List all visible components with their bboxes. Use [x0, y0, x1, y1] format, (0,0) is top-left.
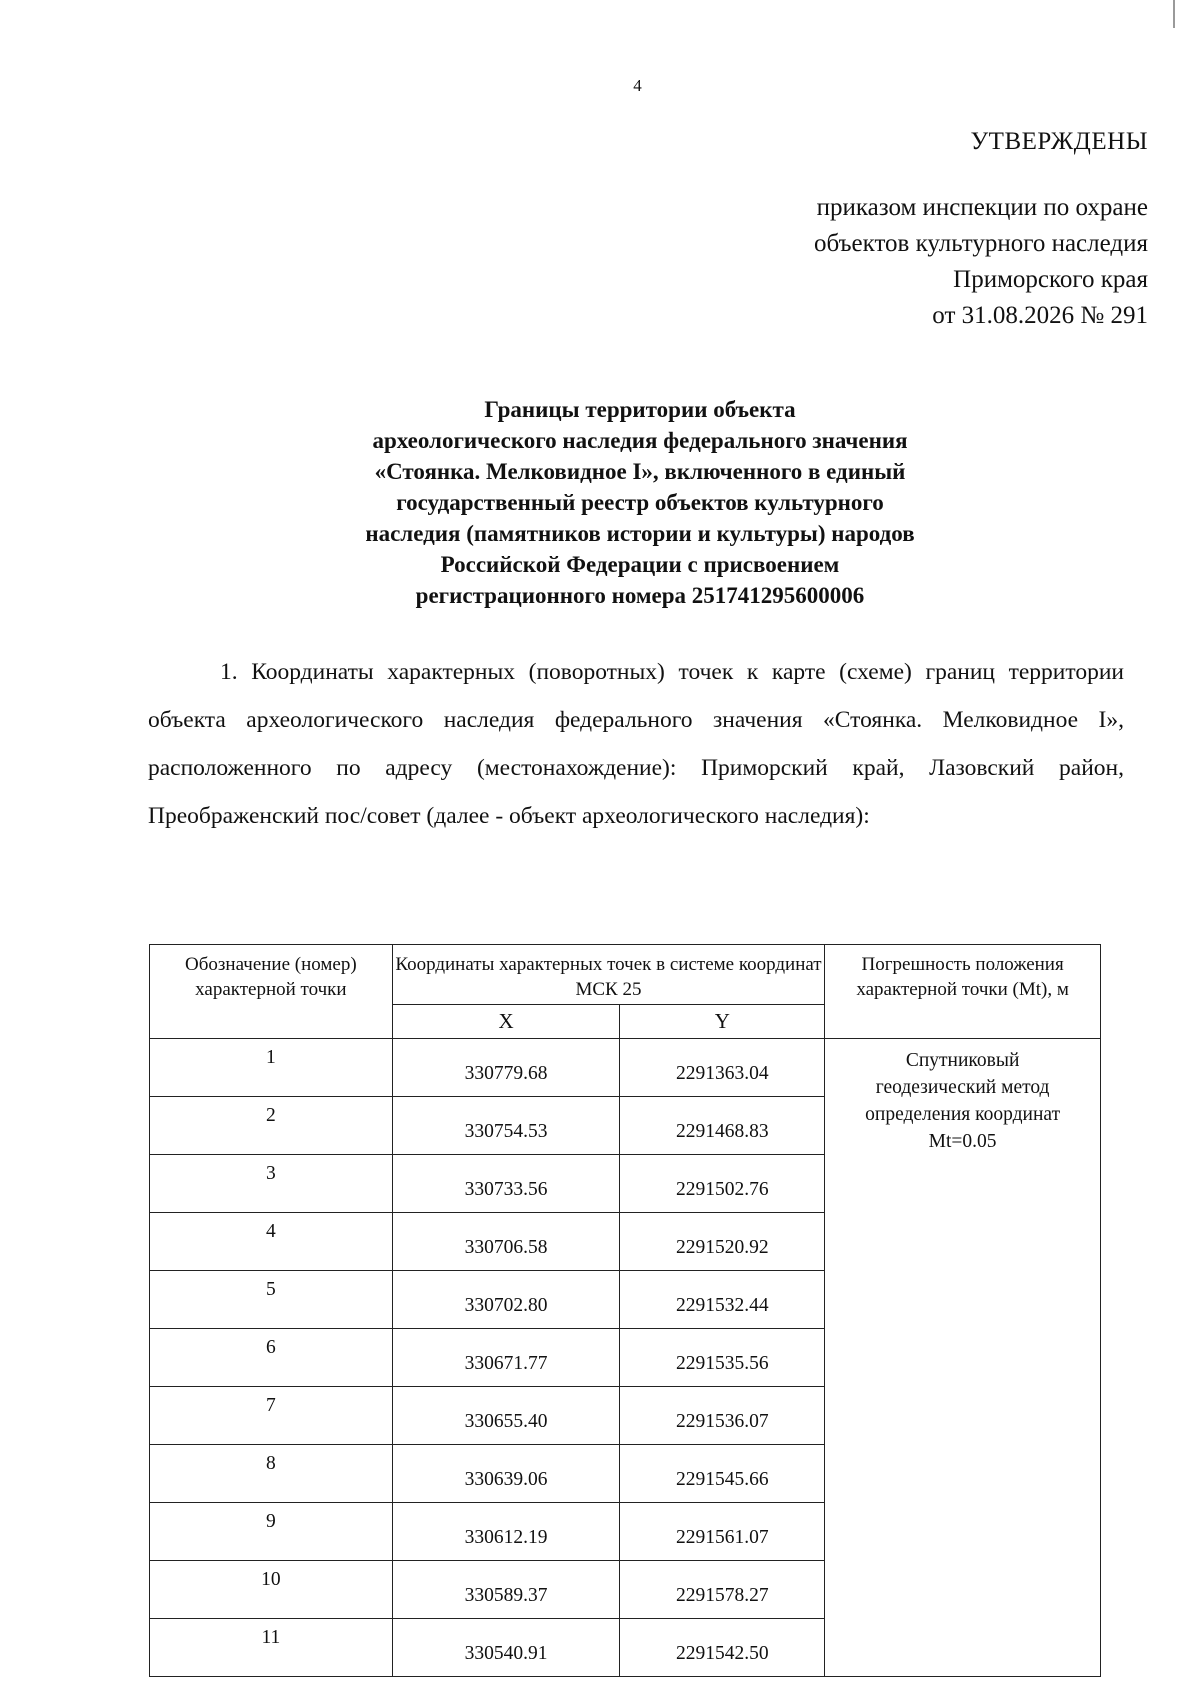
title-line: государственный реестр объектов культурного [396, 490, 884, 515]
x-cell: 330754.53 [392, 1097, 620, 1155]
y-cell: 2291502.76 [620, 1155, 825, 1213]
point-number-cell: 8 [150, 1445, 393, 1503]
y-cell: 2291468.83 [620, 1097, 825, 1155]
page-edge-mark [1173, 0, 1175, 28]
approval-line: Приморского края [953, 266, 1148, 293]
point-number-cell: 9 [150, 1503, 393, 1561]
title-line: Границы территории объекта [484, 397, 796, 422]
x-cell: 330540.91 [392, 1619, 620, 1677]
x-cell: 330639.06 [392, 1445, 620, 1503]
y-cell: 2291578.27 [620, 1561, 825, 1619]
document-title [180, 394, 1100, 611]
x-cell: 330589.37 [392, 1561, 620, 1619]
method-line: Спутниковый [905, 1050, 1020, 1071]
coordinates-table [149, 944, 1101, 1677]
y-cell: 2291542.50 [620, 1619, 825, 1677]
y-cell: 2291561.07 [620, 1503, 825, 1561]
x-cell: 330655.40 [392, 1387, 620, 1445]
method-line: определения координат [865, 1104, 1061, 1125]
header-error: Погрешность положения характерной точки (Mt), м [825, 945, 1101, 1039]
coordinates-paragraph: 1. Координаты характерных (поворотных) точек к карте (схеме) границ территории объекта археологического наследия федерального значения «Стоянка. Мелковидное I», расположенного по адресу (местонахождение): Приморский край, Лазовский район, Преображенский пос/совет (далее - объект археологического наследия): [148, 659, 1124, 829]
title-line: археологического наследия федерального значения [372, 428, 908, 453]
x-cell: 330779.68 [392, 1039, 620, 1097]
approval-line: приказом инспекции по охране [816, 194, 1148, 221]
point-number-cell: 10 [150, 1561, 393, 1619]
point-number-cell: 4 [150, 1213, 393, 1271]
y-cell: 2291535.56 [620, 1329, 825, 1387]
point-number-cell: 3 [150, 1155, 393, 1213]
approval-block [814, 124, 1148, 334]
x-cell: 330706.58 [392, 1213, 620, 1271]
header-coordinates: Координаты характерных точек в системе координат МСК 25 [392, 945, 825, 1005]
x-cell: 330671.77 [392, 1329, 620, 1387]
y-cell: 2291536.07 [620, 1387, 825, 1445]
page-number: 4 [633, 76, 642, 95]
y-cell: 2291545.66 [620, 1445, 825, 1503]
header-point-number: Обозначение (номер) характерной точки [150, 945, 393, 1039]
x-cell: 330733.56 [392, 1155, 620, 1213]
y-cell: 2291520.92 [620, 1213, 825, 1271]
header-y: Y [620, 1005, 825, 1039]
approval-title: УТВЕРЖДЕНЫ [970, 128, 1148, 155]
title-line: наследия (памятников истории и культуры) народов [365, 521, 915, 546]
point-number-cell: 11 [150, 1619, 393, 1677]
title-line: Российской Федерации с присвоением [440, 552, 840, 577]
x-cell: 330702.80 [392, 1271, 620, 1329]
approval-line: объектов культурного наследия [814, 230, 1148, 257]
y-cell: 2291363.04 [620, 1039, 825, 1097]
y-cell: 2291532.44 [620, 1271, 825, 1329]
point-number-cell: 1 [150, 1039, 393, 1097]
point-number-cell: 5 [150, 1271, 393, 1329]
title-line: регистрационного номера 251741295600006 [415, 583, 865, 608]
point-number-cell: 7 [150, 1387, 393, 1445]
x-cell: 330612.19 [392, 1503, 620, 1561]
point-number-cell: 2 [150, 1097, 393, 1155]
method-accuracy: Mt=0.05 [928, 1131, 997, 1152]
method-line: геодезический метод [875, 1077, 1050, 1098]
table-row [150, 1039, 1101, 1097]
title-line: «Стоянка. Мелковидное I», включенного в единый [374, 459, 906, 484]
point-number-cell: 6 [150, 1329, 393, 1387]
approval-date-line: от 31.08.2026 № 291 [932, 302, 1148, 329]
method-cell [825, 1039, 1101, 1677]
header-x: X [392, 1005, 620, 1039]
